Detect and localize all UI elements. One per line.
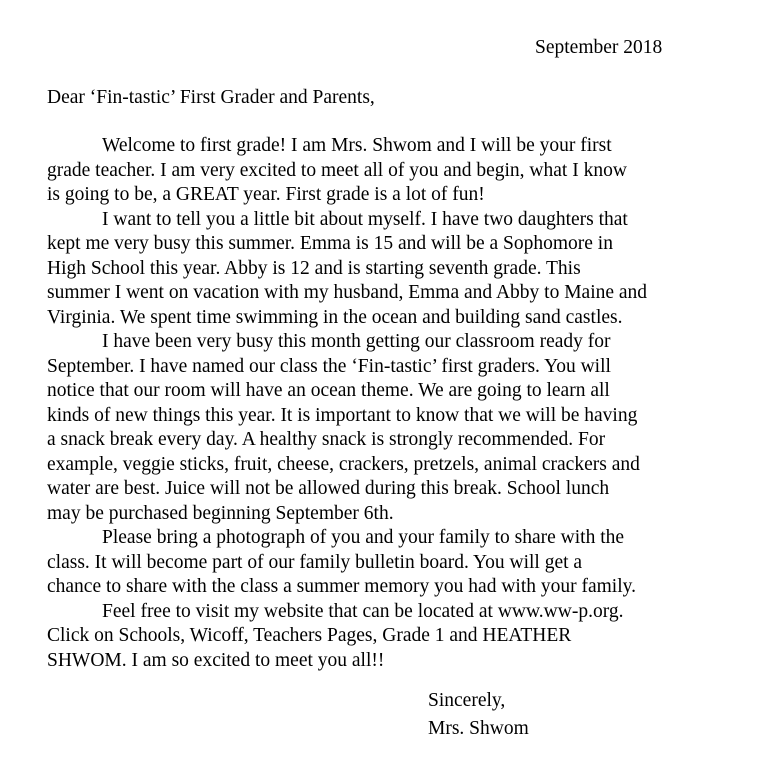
body-line: Please bring a photograph of you and your family to share with the xyxy=(102,527,625,548)
body-line: Click on Schools, Wicoff, Teachers Pages, Grade 1 and HEATHER xyxy=(47,625,572,646)
body-line: I want to tell you a little bit about myself. I have two daughters that xyxy=(102,208,628,230)
body-line: class. It will become part of our family bulletin board. You will get a xyxy=(47,551,583,573)
closing-phrase: Sincerely, xyxy=(428,690,506,711)
letter-body xyxy=(47,134,747,673)
body-line: summer I went on vacation with my husband, Emma and Abby to Maine and xyxy=(47,282,648,303)
body-line: grade teacher. I am very excited to meet all of you and begin, what I know xyxy=(47,159,627,181)
body-line: I have been very busy this month getting our classroom ready for xyxy=(102,331,611,352)
body-line: a snack break every day. A healthy snack is strongly recommended. For xyxy=(47,429,606,450)
body-line: is going to be, a GREAT year. First grade is a lot of fun! xyxy=(47,184,485,205)
body-line: example, veggie sticks, fruit, cheese, crackers, pretzels, animal crackers and xyxy=(47,453,640,475)
body-line: notice that our room will have an ocean theme. We are going to learn all xyxy=(47,380,610,401)
body-line: chance to share with the class a summer memory you had with your family. xyxy=(47,576,636,597)
signature: Mrs. Shwom xyxy=(428,718,529,739)
body-line: High School this year. Abby is 12 and is starting seventh grade. This xyxy=(47,257,581,279)
body-line: kept me very busy this summer. Emma is 15 and will be a Sophomore in xyxy=(47,233,613,254)
body-line: September. I have named our class the ‘Fin-tastic’ first graders. You will xyxy=(47,355,611,377)
body-line: kinds of new things this year. It is important to know that we will be having xyxy=(47,404,638,426)
body-line: may be purchased beginning September 6th. xyxy=(47,502,394,524)
body-line: Feel free to visit my website that can be located at www.ww-p.org. xyxy=(102,600,624,622)
letter-closing xyxy=(428,687,529,743)
body-line: Virginia. We spent time swimming in the ocean and building sand castles. xyxy=(47,306,623,328)
body-line: Welcome to first grade! I am Mrs. Shwom and I will be your first xyxy=(102,135,612,156)
salutation: Dear ‘Fin-tastic’ First Grader and Parents, xyxy=(47,87,375,108)
letter-date: September 2018 xyxy=(535,37,663,58)
body-line: SHWOM. I am so excited to meet you all!! xyxy=(47,649,385,671)
body-line: water are best. Juice will not be allowed during this break. School lunch xyxy=(47,478,610,499)
